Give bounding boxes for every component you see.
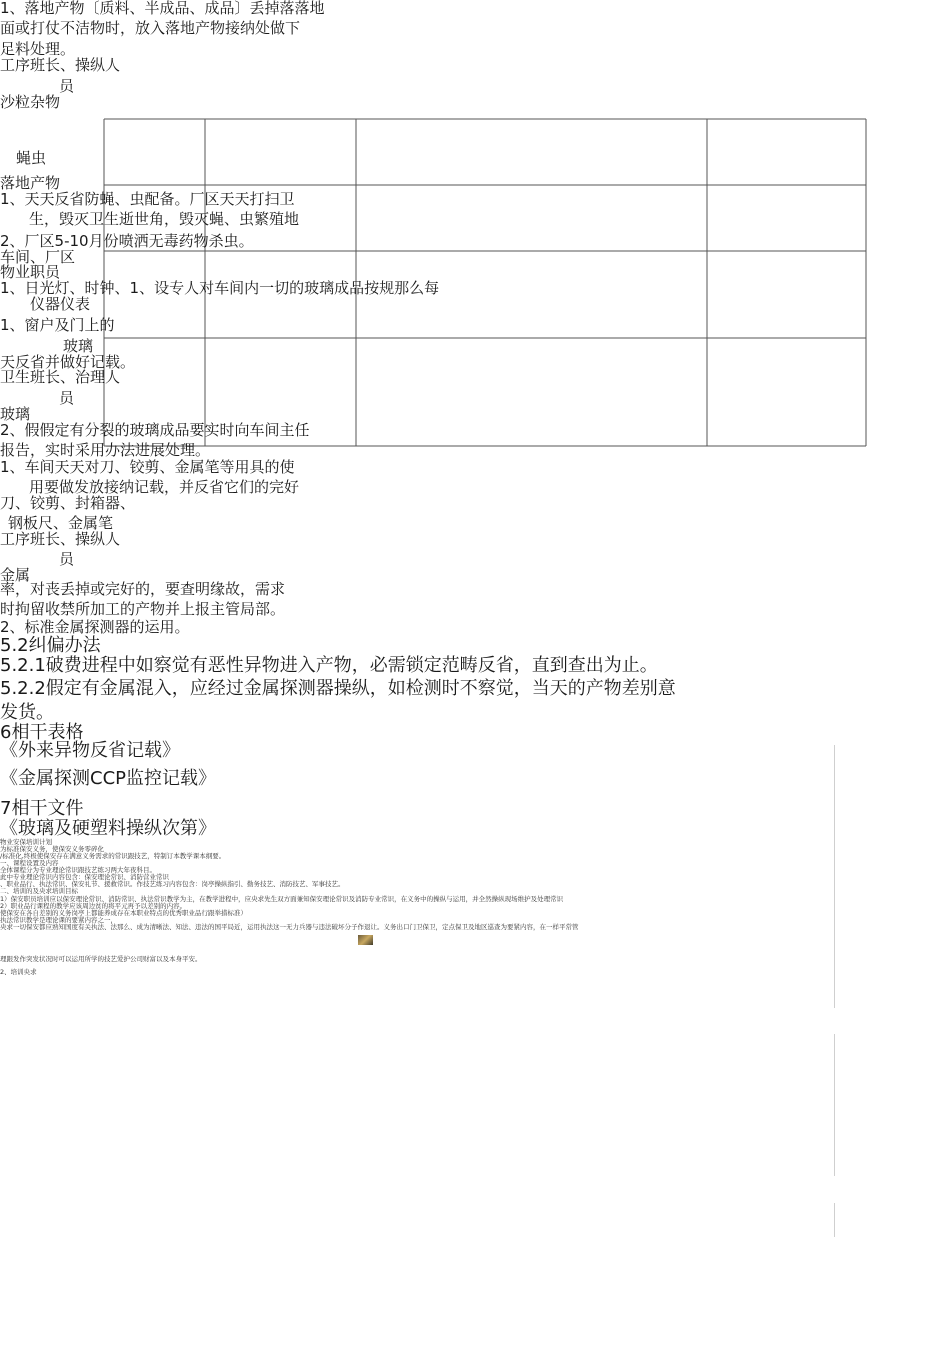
page-border-line <box>834 1034 835 1176</box>
text-line: 蝇虫 <box>16 149 47 167</box>
text-line: 卫生班长、治理人 <box>0 368 121 386</box>
text-line: 2、标准金属探测器的运用。 <box>0 618 190 636</box>
text-line: 2、假假定有分裂的玻璃成品要实时向车间主任 <box>0 421 310 439</box>
table-grid <box>0 0 950 460</box>
text-line: 钢板尺、金属笔 <box>8 514 114 532</box>
text-line: 玻璃 <box>0 405 31 423</box>
fine-print-line: 理跟发作突发状况时可以运用所学的技艺爱护公司财富以及本身平安。 <box>0 955 202 963</box>
text-line: 玻璃 <box>63 337 94 355</box>
fine-print-line: 此中专业理论常识内容包含：保安理论常识、消防营业常识 <box>0 873 169 881</box>
section-heading: 6相干表格 <box>0 722 84 743</box>
text-line: 天反省并做好记载。 <box>0 353 136 371</box>
text-line: 1、车间天天对刀、铰剪、金属笔等用具的使 <box>0 458 295 476</box>
text-line: 金属 <box>0 566 31 584</box>
text-line: 员 <box>59 389 75 407</box>
text-line: 车间、厂区 <box>0 248 76 266</box>
fine-print-line: 2）职业品行课程的教学应该周边贫的将平元再予以差别的内容。 <box>0 902 187 910</box>
fine-print-line: 执法常识教学是理论课的要紧内容之一， <box>0 916 117 924</box>
section-heading: 5.2纠偏办法 <box>0 635 101 656</box>
fine-print-line: 、职业品行、执法常识、保安礼节、援救常识。作技艺练习内容包含：岗亭操纵指引、勤务技艺、消防技艺、军事技艺。 <box>0 880 345 888</box>
fine-print-line: 1）保安职员培训应以保安理论常识、消防常识、执法常识教学为主，在教学进程中，应央求先生双方面兼知保安理论常识及消防专业常识，在义务中的操纵与运用，并全然操纵现场维护及处理常识 <box>0 895 564 903</box>
text-line: 刀、铰剪、封箱器、 <box>0 494 136 512</box>
fine-print-line: 使保安在各自差别的义务岗亭上都能养成存在本职业特点的优秀职业品行跟举措标准） <box>0 909 247 917</box>
text-line: 1、天天反省防蝇、虫配备。厂区天天打扫卫 <box>0 190 295 208</box>
text-line: 率，对丧丢掉或完好的，要查明缘故，需求 <box>0 580 286 598</box>
paragraph-line: 5.2.2假定有金属混入，应经过金属探测器操纵，如检测时不察觉，当天的产物差别意 <box>0 678 676 699</box>
text-line: 员 <box>59 77 75 95</box>
fine-print-line: /标准化,终极使保安存在满意义务需求的常识跟技艺，特制订本教学课本纲要。 <box>0 852 226 860</box>
text-line: 面或打仗不洁物时，放入落地产物接纳处做下 <box>0 19 301 37</box>
form-title: 《外来异物反省记载》 <box>0 740 180 761</box>
thumbnail-image <box>358 935 373 945</box>
fine-print-line: 二、培训的及央求培训目标 <box>0 887 78 895</box>
text-line: 2、厂区5-10月份喷洒无毒药物杀虫。 <box>0 232 254 250</box>
text-line: 1、窗户及门上的 <box>0 316 115 334</box>
fine-print-line: 为标准保安义务，使保安义务零碎化 <box>0 845 104 853</box>
fine-print-line: 全体课程分为专业理论常识跟技艺练习两大年夜科目。 <box>0 866 156 874</box>
fine-print-line: 央求一切保安都应熟知国度有关执法、法那么、成为清晰法、知法、违法的国平局近，运用执法这一无力兵器与违法破坏分子作退让。义务出口门卫保卫，定点保卫及地区巡查为要紧内容，在一样平常管 <box>0 923 579 931</box>
fine-print-line: 一、课程设置及内容 <box>0 859 59 867</box>
fine-print-line: 物业安保培训计划 <box>0 838 52 846</box>
section-heading: 7相干文件 <box>0 798 84 819</box>
text-line: 落地产物 <box>0 174 61 192</box>
paragraph-line: 5.2.1破费进程中如察觉有恶性异物进入产物，必需锁定范畴反省，直到查出为止。 <box>0 655 658 676</box>
text-line: 报告，实时采用办法进展处理。 <box>0 441 211 459</box>
fine-print-line: 2、培训央求 <box>0 968 37 976</box>
text-line: 工序班长、操纵人 <box>0 530 121 548</box>
text-line: 仪器仪表 <box>30 295 91 313</box>
text-line: 沙粒杂物 <box>0 93 61 111</box>
page-border-line <box>834 745 835 1008</box>
text-line: 物业职员 <box>0 263 61 281</box>
text-line: 足料处理。 <box>0 40 76 58</box>
text-line: 生，毁灭卫生逝世角，毁灭蝇、虫繁殖地 <box>29 210 300 228</box>
paragraph-line: 发货。 <box>0 702 54 723</box>
text-line: 1、落地产物〔质料、半成品、成品〕丢掉落落地 <box>0 0 325 17</box>
document-title: 《玻璃及硬塑料操纵次第》 <box>0 818 216 839</box>
text-line: 工序班长、操纵人 <box>0 56 121 74</box>
page-border-line <box>834 1203 835 1237</box>
text-line: 用要做发放接纳记载，并反省它们的完好 <box>29 478 300 496</box>
text-line: 1、日光灯、时钟、1、设专人对车间内一切的玻璃成品按规那么每 <box>0 279 440 297</box>
text-line: 员 <box>59 550 75 568</box>
text-line: 时拘留收禁所加工的产物并上报主管局部。 <box>0 600 286 618</box>
form-title: 《金属探测CCP监控记载》 <box>0 768 216 789</box>
